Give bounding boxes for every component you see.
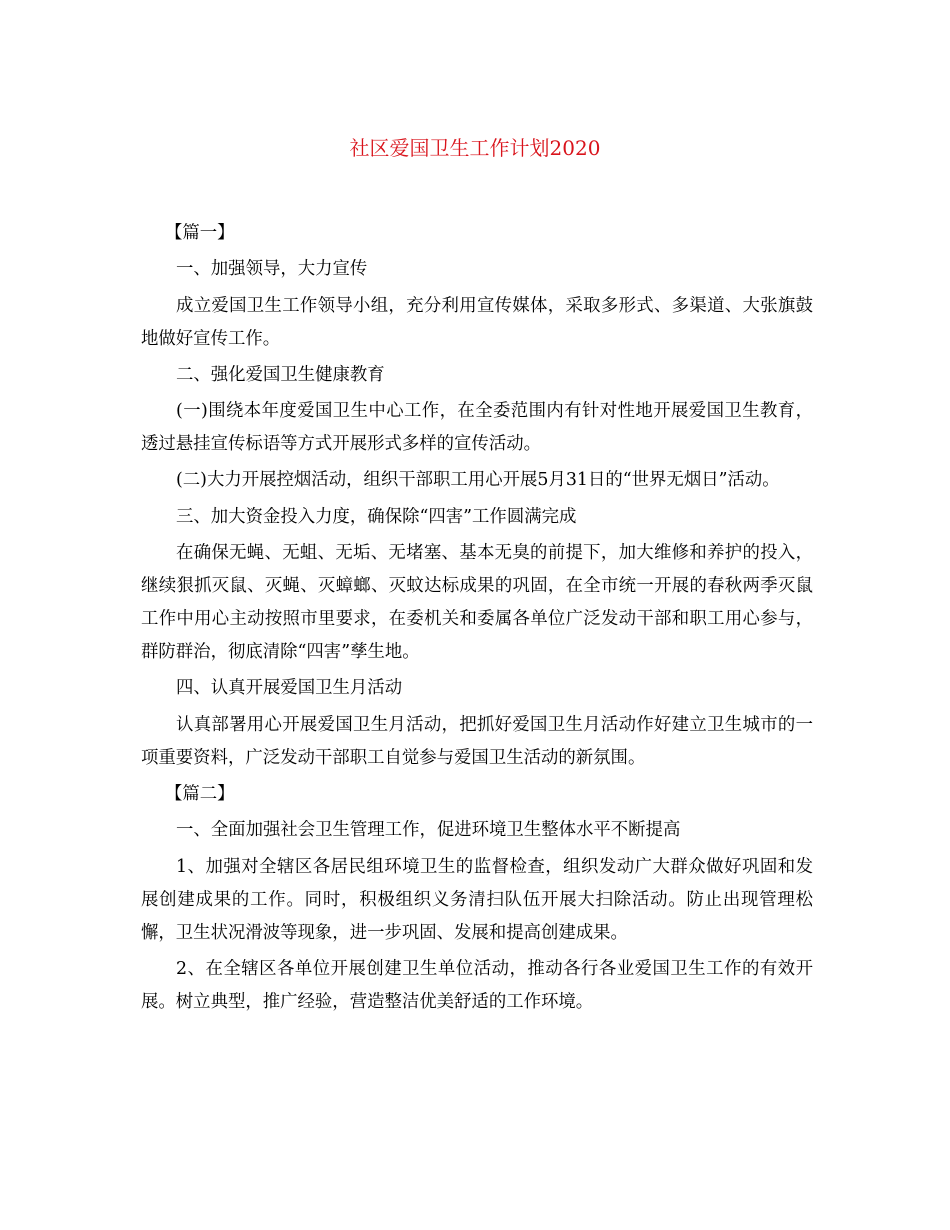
section-heading: 三、加大资金投入力度，确保除“四害”工作圆满完成 xyxy=(176,506,577,527)
section-marker-2: 【篇二】 xyxy=(165,783,235,804)
body-paragraph: 成立爱国卫生工作领导小组，充分利用宣传媒体，采取多形式、多渠道、大张旗鼓地做好宣传工作。 xyxy=(141,295,813,349)
body-paragraph: 1、加强对全辖区各居民组环境卫生的监督检查，组织发动广大群众做好巩固和发展创建成果的工作。同时，积极组织义务清扫队伍开展大扫除活动。防止出现管理松懈，卫生状况滑波等现象，进一步巩固、发展和提高创建成果。 xyxy=(141,856,813,943)
body-paragraph: 在确保无蝇、无蛆、无垢、无堵塞、基本无臭的前提下，加大维修和养护的投入，继续狠抓灭鼠、灭蝇、灭蟑螂、灭蚊达标成果的巩固，在全市统一开展的春秋两季灭鼠工作中用心主动按照市里要求，在委机关和委属各单位广泛发动干部和职工用心参与，群防群治，彻底清除“四害”孳生地。 xyxy=(141,543,813,663)
section-heading: 一、加强领导，大力宣传 xyxy=(176,259,368,280)
body-paragraph: (二)大力开展控烟活动，组织干部职工用心开展5月31日的“世界无烟日”活动。 xyxy=(176,470,780,491)
body-paragraph: 认真部署用心开展爱国卫生月活动，把抓好爱国卫生月活动作好建立卫生城市的一项重要资料，广泛发动干部职工自觉参与爱国卫生活动的新氛围。 xyxy=(141,714,813,768)
section-heading: 二、强化爱国卫生健康教育 xyxy=(176,364,385,385)
document-body xyxy=(141,217,813,1022)
section-heading: 一、全面加强社会卫生管理工作，促进环境卫生整体水平不断提高 xyxy=(176,820,681,841)
section-heading: 四、认真开展爱国卫生月活动 xyxy=(176,678,403,699)
document-title: 社区爱国卫生工作计划2020 xyxy=(349,136,601,160)
body-paragraph: 2、在全辖区各单位开展创建卫生单位活动，推动各行各业爱国卫生工作的有效开展。树立典型，推广经验，营造整洁优美舒适的工作环境。 xyxy=(141,958,813,1012)
section-marker-1: 【篇一】 xyxy=(165,223,235,243)
body-paragraph: (一)围绕本年度爱国卫生中心工作，在全委范围内有针对性地开展爱国卫生教育，透过悬挂宣传标语等方式开展形式多样的宣传活动。 xyxy=(141,401,813,455)
